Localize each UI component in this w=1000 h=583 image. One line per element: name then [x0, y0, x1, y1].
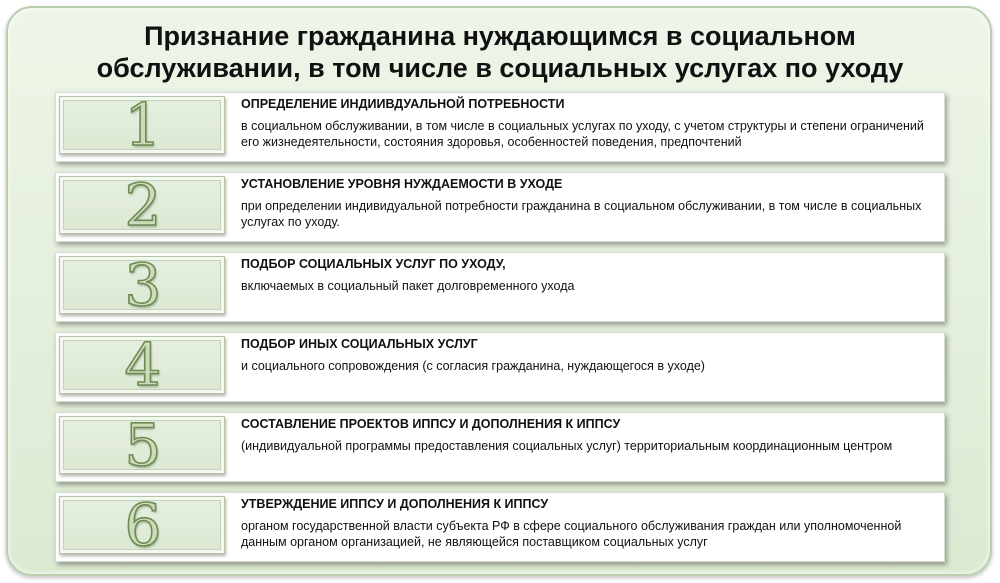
- title-line-2: обслуживании, в том числе в социальных услугах по уходу: [96, 53, 904, 83]
- step-number-box: [59, 331, 225, 399]
- step-heading: ОПРЕДЕЛЕНИЕ ИНДИИВДУАЛЬНОЙ ПОТРЕБНОСТИ: [241, 97, 565, 111]
- step-number: 2: [124, 171, 162, 239]
- step-number-box: [59, 171, 225, 239]
- step-text: [241, 336, 931, 374]
- step-heading: ПОДБОР ИНЫХ СОЦИАЛЬНЫХ УСЛУГ: [241, 337, 478, 351]
- step-text: [241, 416, 931, 454]
- step-number: 4: [124, 331, 162, 399]
- step-description: органом государственной власти субъекта РФ в сфере социального обслуживания граждан или уполномоченной данным органом организацией, не являющейся поставщиком социальных услуг: [241, 519, 902, 549]
- step-1: [55, 92, 943, 160]
- step-text: [241, 176, 931, 230]
- step-text: [241, 496, 931, 550]
- step-number-box: [59, 411, 225, 479]
- step-6: [55, 492, 943, 560]
- title-line-1: Признание гражданина нуждающимся в социальном: [144, 21, 856, 51]
- step-number: 3: [124, 251, 162, 319]
- step-number: 1: [124, 91, 162, 159]
- step-description: и социального сопровождения (с согласия гражданина, нуждающегося в уходе): [241, 359, 705, 373]
- step-number: 6: [124, 491, 162, 559]
- step-number-box: [59, 91, 225, 159]
- step-heading: УТВЕРЖДЕНИЕ ИППСУ И ДОПОЛНЕНИЯ К ИППСУ: [241, 497, 549, 511]
- step-number: 5: [124, 411, 162, 479]
- step-text: [241, 96, 931, 150]
- step-description: в социальном обслуживании, в том числе в социальных услугах по уходу, с учетом структуры и степени ограничений его жизнедеятельности, состояния здоровья, особенностей поведения, предпочтений: [241, 119, 924, 149]
- step-heading: ПОДБОР СОЦИАЛЬНЫХ УСЛУГ ПО УХОДУ,: [241, 257, 506, 271]
- step-5: [55, 412, 943, 480]
- step-3: [55, 252, 943, 320]
- step-description: при определении индивидуальной потребности гражданина в социальном обслуживании, в том числе в социальных услугах по уходу.: [241, 199, 922, 229]
- slide-title: [0, 20, 1000, 84]
- step-heading: УСТАНОВЛЕНИЕ УРОВНЯ НУЖДАЕМОСТИ В УХОДЕ: [241, 177, 563, 191]
- step-number-box: [59, 251, 225, 319]
- step-4: [55, 332, 943, 400]
- step-heading: СОСТАВЛЕНИЕ ПРОЕКТОВ ИППСУ И ДОПОЛНЕНИЯ К ИППСУ: [241, 417, 621, 431]
- step-number-box: [59, 491, 225, 559]
- step-description: включаемых в социальный пакет долговременного ухода: [241, 279, 575, 293]
- step-2: [55, 172, 943, 240]
- step-text: [241, 256, 931, 294]
- step-description: (индивидуальной программы предоставления социальных услуг) территориальным координационным центром: [241, 439, 893, 453]
